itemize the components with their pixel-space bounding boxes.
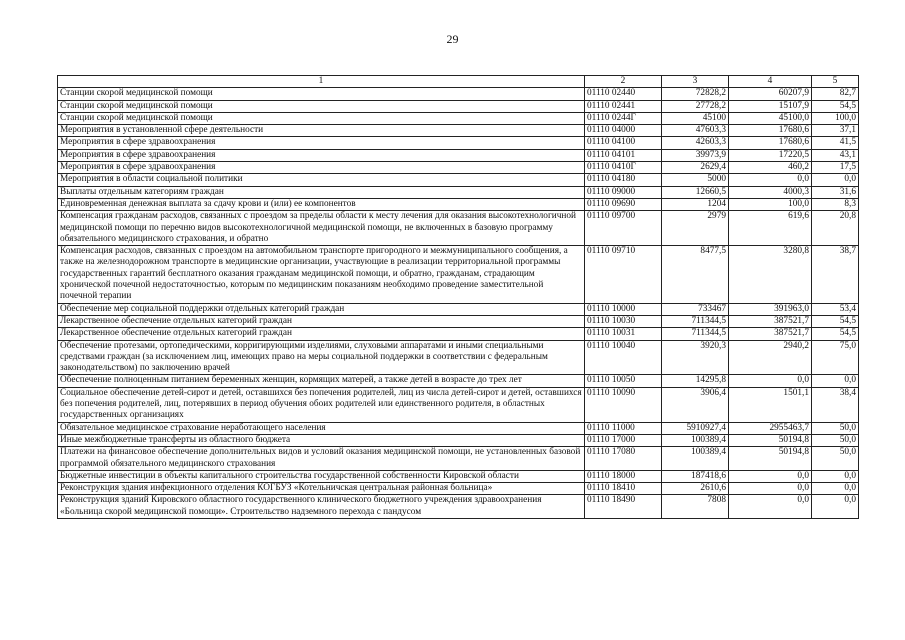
cell-plan: 42603,3 bbox=[662, 137, 729, 149]
cell-name: Станции скорой медицинской помощи bbox=[58, 112, 585, 124]
cell-code: 01110 09690 bbox=[585, 198, 662, 210]
cell-name: Мероприятия в сфере здравоохранения bbox=[58, 162, 585, 174]
cell-fact: 387521,7 bbox=[729, 315, 812, 327]
cell-percent: 17,5 bbox=[812, 162, 859, 174]
cell-code: 01110 18000 bbox=[585, 470, 662, 482]
cell-code: 01110 10000 bbox=[585, 303, 662, 315]
cell-name: Станции скорой медицинской помощи bbox=[58, 88, 585, 100]
cell-plan: 27728,2 bbox=[662, 100, 729, 112]
header-col-1: 1 bbox=[58, 76, 585, 88]
cell-percent: 0,0 bbox=[812, 375, 859, 387]
cell-fact: 17220,5 bbox=[729, 149, 812, 161]
cell-code: 01110 18490 bbox=[585, 495, 662, 519]
cell-code: 01110 02440 bbox=[585, 88, 662, 100]
cell-percent: 54,5 bbox=[812, 315, 859, 327]
cell-fact: 15107,9 bbox=[729, 100, 812, 112]
cell-plan: 12660,5 bbox=[662, 186, 729, 198]
cell-fact: 387521,7 bbox=[729, 328, 812, 340]
cell-percent: 20,8 bbox=[812, 211, 859, 246]
cell-percent: 38,4 bbox=[812, 387, 859, 422]
table-row bbox=[58, 375, 859, 387]
cell-fact: 0,0 bbox=[729, 495, 812, 519]
cell-name: Обеспечение протезами, ортопедическими, корригирующими изделиями, слуховыми аппаратами и иными специальными средствами граждан (за исключением лиц, имеющих право на меры социальной поддержки в соответствии с федеральным законодательством) по заключению врачей bbox=[58, 340, 585, 375]
cell-code: 01110 10031 bbox=[585, 328, 662, 340]
table-row bbox=[58, 387, 859, 422]
cell-code: 01110 17080 bbox=[585, 447, 662, 471]
table-row bbox=[58, 483, 859, 495]
table-row bbox=[58, 246, 859, 303]
cell-fact: 1501,1 bbox=[729, 387, 812, 422]
cell-fact: 17680,6 bbox=[729, 137, 812, 149]
table-row bbox=[58, 162, 859, 174]
cell-plan: 3920,3 bbox=[662, 340, 729, 375]
cell-code: 01110 04000 bbox=[585, 125, 662, 137]
cell-name: Единовременная денежная выплата за сдачу крови и (или) ее компонентов bbox=[58, 198, 585, 210]
header-col-4: 4 bbox=[729, 76, 812, 88]
cell-code: 01110 02441 bbox=[585, 100, 662, 112]
cell-fact: 0,0 bbox=[729, 470, 812, 482]
table-row bbox=[58, 88, 859, 100]
cell-name: Реконструкция зданий Кировского областного государственного клинического бюджетного учреждения здравоохранения «Больница скорой медицинской помощи». Строительство надземного перехода с пандусом bbox=[58, 495, 585, 519]
table-row bbox=[58, 149, 859, 161]
cell-code: 01110 09710 bbox=[585, 246, 662, 303]
table-row bbox=[58, 137, 859, 149]
cell-code: 01110 18410 bbox=[585, 483, 662, 495]
cell-plan: 72828,2 bbox=[662, 88, 729, 100]
cell-percent: 53,4 bbox=[812, 303, 859, 315]
cell-percent: 37,1 bbox=[812, 125, 859, 137]
cell-plan: 7808 bbox=[662, 495, 729, 519]
cell-fact: 100,0 bbox=[729, 198, 812, 210]
cell-name: Платежи на финансовое обеспечение дополнительных видов и условий оказания медицинской помощи, не установленных базовой программой обязательного медицинского страхования bbox=[58, 447, 585, 471]
table-row bbox=[58, 434, 859, 446]
cell-code: 01110 10030 bbox=[585, 315, 662, 327]
cell-code: 01110 10040 bbox=[585, 340, 662, 375]
cell-plan: 187418,6 bbox=[662, 470, 729, 482]
cell-code: 01110 09700 bbox=[585, 211, 662, 246]
cell-code: 01110 10050 bbox=[585, 375, 662, 387]
cell-percent: 38,7 bbox=[812, 246, 859, 303]
cell-name: Мероприятия в сфере здравоохранения bbox=[58, 149, 585, 161]
cell-name: Реконструкция здания инфекционного отделения КОГБУЗ «Котельничская центральная районная больница» bbox=[58, 483, 585, 495]
header-col-5: 5 bbox=[812, 76, 859, 88]
cell-plan: 3906,4 bbox=[662, 387, 729, 422]
cell-name: Компенсация гражданам расходов, связанных с проездом за пределы области к месту лечения для оказания высокотехнологичной медицинской помощи по перечню видов высокотехнологичной медицинской помощи, не включенных в базовую программу обязательного медицинского страхования, и обратно bbox=[58, 211, 585, 246]
cell-plan: 100389,4 bbox=[662, 447, 729, 471]
cell-code: 01110 04180 bbox=[585, 174, 662, 186]
cell-percent: 0,0 bbox=[812, 495, 859, 519]
cell-fact: 0,0 bbox=[729, 375, 812, 387]
cell-code: 01110 10090 bbox=[585, 387, 662, 422]
cell-plan: 2610,6 bbox=[662, 483, 729, 495]
cell-plan: 8477,5 bbox=[662, 246, 729, 303]
cell-plan: 100389,4 bbox=[662, 434, 729, 446]
budget-table bbox=[57, 75, 859, 519]
table-row bbox=[58, 174, 859, 186]
cell-fact: 619,6 bbox=[729, 211, 812, 246]
cell-plan: 5000 bbox=[662, 174, 729, 186]
cell-percent: 75,0 bbox=[812, 340, 859, 375]
cell-percent: 0,0 bbox=[812, 470, 859, 482]
table-body bbox=[58, 88, 859, 519]
cell-plan: 14295,8 bbox=[662, 375, 729, 387]
cell-plan: 1204 bbox=[662, 198, 729, 210]
cell-percent: 43,1 bbox=[812, 149, 859, 161]
table-row bbox=[58, 211, 859, 246]
table-row bbox=[58, 198, 859, 210]
cell-code: 01110 04100 bbox=[585, 137, 662, 149]
cell-percent: 100,0 bbox=[812, 112, 859, 124]
cell-plan: 711344,5 bbox=[662, 328, 729, 340]
cell-plan: 733467 bbox=[662, 303, 729, 315]
page-number: 29 bbox=[446, 32, 459, 46]
cell-percent: 31,6 bbox=[812, 186, 859, 198]
cell-fact: 460,2 bbox=[729, 162, 812, 174]
table-row bbox=[58, 125, 859, 137]
table-row bbox=[58, 340, 859, 375]
cell-name: Иные межбюджетные трансферты из областного бюджета bbox=[58, 434, 585, 446]
cell-name: Обеспечение полноценным питанием беременных женщин, кормящих матерей, а также детей в возрасте до трех лет bbox=[58, 375, 585, 387]
cell-name: Обеспечение мер социальной поддержки отдельных категорий граждан bbox=[58, 303, 585, 315]
cell-plan: 2629,4 bbox=[662, 162, 729, 174]
cell-name: Обязательное медицинское страхование неработающего населения bbox=[58, 422, 585, 434]
cell-fact: 391963,0 bbox=[729, 303, 812, 315]
header-col-2: 2 bbox=[585, 76, 662, 88]
cell-code: 01110 04101 bbox=[585, 149, 662, 161]
cell-name: Бюджетные инвестиции в объекты капитального строительства государственной собственности Кировской области bbox=[58, 470, 585, 482]
table-row bbox=[58, 112, 859, 124]
cell-fact: 17680,6 bbox=[729, 125, 812, 137]
cell-name: Компенсация расходов, связанных с проездом на автомобильном транспорте пригородного и межмуниципального сообщения, а также на железнодорожном транспорте в медицинские организации, участвующие в реализации территориальной программы государственных гарантий бесплатного оказания гражданам медицинской помощи, и обратно, гражданам, страдающим хронической почечной недостаточностью, которым по медицинским показаниям необходимо проведение заместительной почечной терапии bbox=[58, 246, 585, 303]
cell-plan: 45100 bbox=[662, 112, 729, 124]
cell-percent: 54,5 bbox=[812, 328, 859, 340]
cell-name: Мероприятия в области социальной политики bbox=[58, 174, 585, 186]
cell-name: Лекарственное обеспечение отдельных категорий граждан bbox=[58, 315, 585, 327]
cell-code: 01110 0244Г bbox=[585, 112, 662, 124]
cell-fact: 0,0 bbox=[729, 174, 812, 186]
cell-plan: 711344,5 bbox=[662, 315, 729, 327]
cell-percent: 41,5 bbox=[812, 137, 859, 149]
cell-name: Станции скорой медицинской помощи bbox=[58, 100, 585, 112]
table-row bbox=[58, 303, 859, 315]
cell-plan: 2979 bbox=[662, 211, 729, 246]
cell-name: Мероприятия в сфере здравоохранения bbox=[58, 137, 585, 149]
cell-plan: 39973,9 bbox=[662, 149, 729, 161]
table-row bbox=[58, 495, 859, 519]
cell-code: 01110 17000 bbox=[585, 434, 662, 446]
table-row bbox=[58, 447, 859, 471]
cell-percent: 50,0 bbox=[812, 434, 859, 446]
cell-code: 01110 0410Г bbox=[585, 162, 662, 174]
cell-fact: 45100,0 bbox=[729, 112, 812, 124]
cell-plan: 5910927,4 bbox=[662, 422, 729, 434]
table-row bbox=[58, 328, 859, 340]
table-row bbox=[58, 470, 859, 482]
cell-fact: 50194,8 bbox=[729, 447, 812, 471]
cell-percent: 0,0 bbox=[812, 483, 859, 495]
cell-percent: 82,7 bbox=[812, 88, 859, 100]
header-col-3: 3 bbox=[662, 76, 729, 88]
cell-plan: 47603,3 bbox=[662, 125, 729, 137]
table-row bbox=[58, 186, 859, 198]
cell-percent: 8,3 bbox=[812, 198, 859, 210]
table-header-row bbox=[58, 76, 859, 88]
cell-fact: 60207,9 bbox=[729, 88, 812, 100]
cell-fact: 50194,8 bbox=[729, 434, 812, 446]
cell-percent: 0,0 bbox=[812, 174, 859, 186]
cell-fact: 2955463,7 bbox=[729, 422, 812, 434]
cell-name: Выплаты отдельным категориям граждан bbox=[58, 186, 585, 198]
cell-name: Лекарственное обеспечение отдельных категорий граждан bbox=[58, 328, 585, 340]
cell-name: Социальное обеспечение детей-сирот и детей, оставшихся без попечения родителей, лиц из числа детей-сирот и детей, оставшихся без попечения родителей, лиц, потерявших в период обучения обоих родителей или единственного родителя, в областных государственных организациях bbox=[58, 387, 585, 422]
table-row bbox=[58, 315, 859, 327]
table-row bbox=[58, 422, 859, 434]
cell-percent: 50,0 bbox=[812, 422, 859, 434]
cell-name: Мероприятия в установленной сфере деятельности bbox=[58, 125, 585, 137]
cell-fact: 3280,8 bbox=[729, 246, 812, 303]
cell-percent: 54,5 bbox=[812, 100, 859, 112]
cell-fact: 4000,3 bbox=[729, 186, 812, 198]
table-row bbox=[58, 100, 859, 112]
cell-fact: 0,0 bbox=[729, 483, 812, 495]
cell-fact: 2940,2 bbox=[729, 340, 812, 375]
cell-code: 01110 09000 bbox=[585, 186, 662, 198]
cell-percent: 50,0 bbox=[812, 447, 859, 471]
cell-code: 01110 11000 bbox=[585, 422, 662, 434]
